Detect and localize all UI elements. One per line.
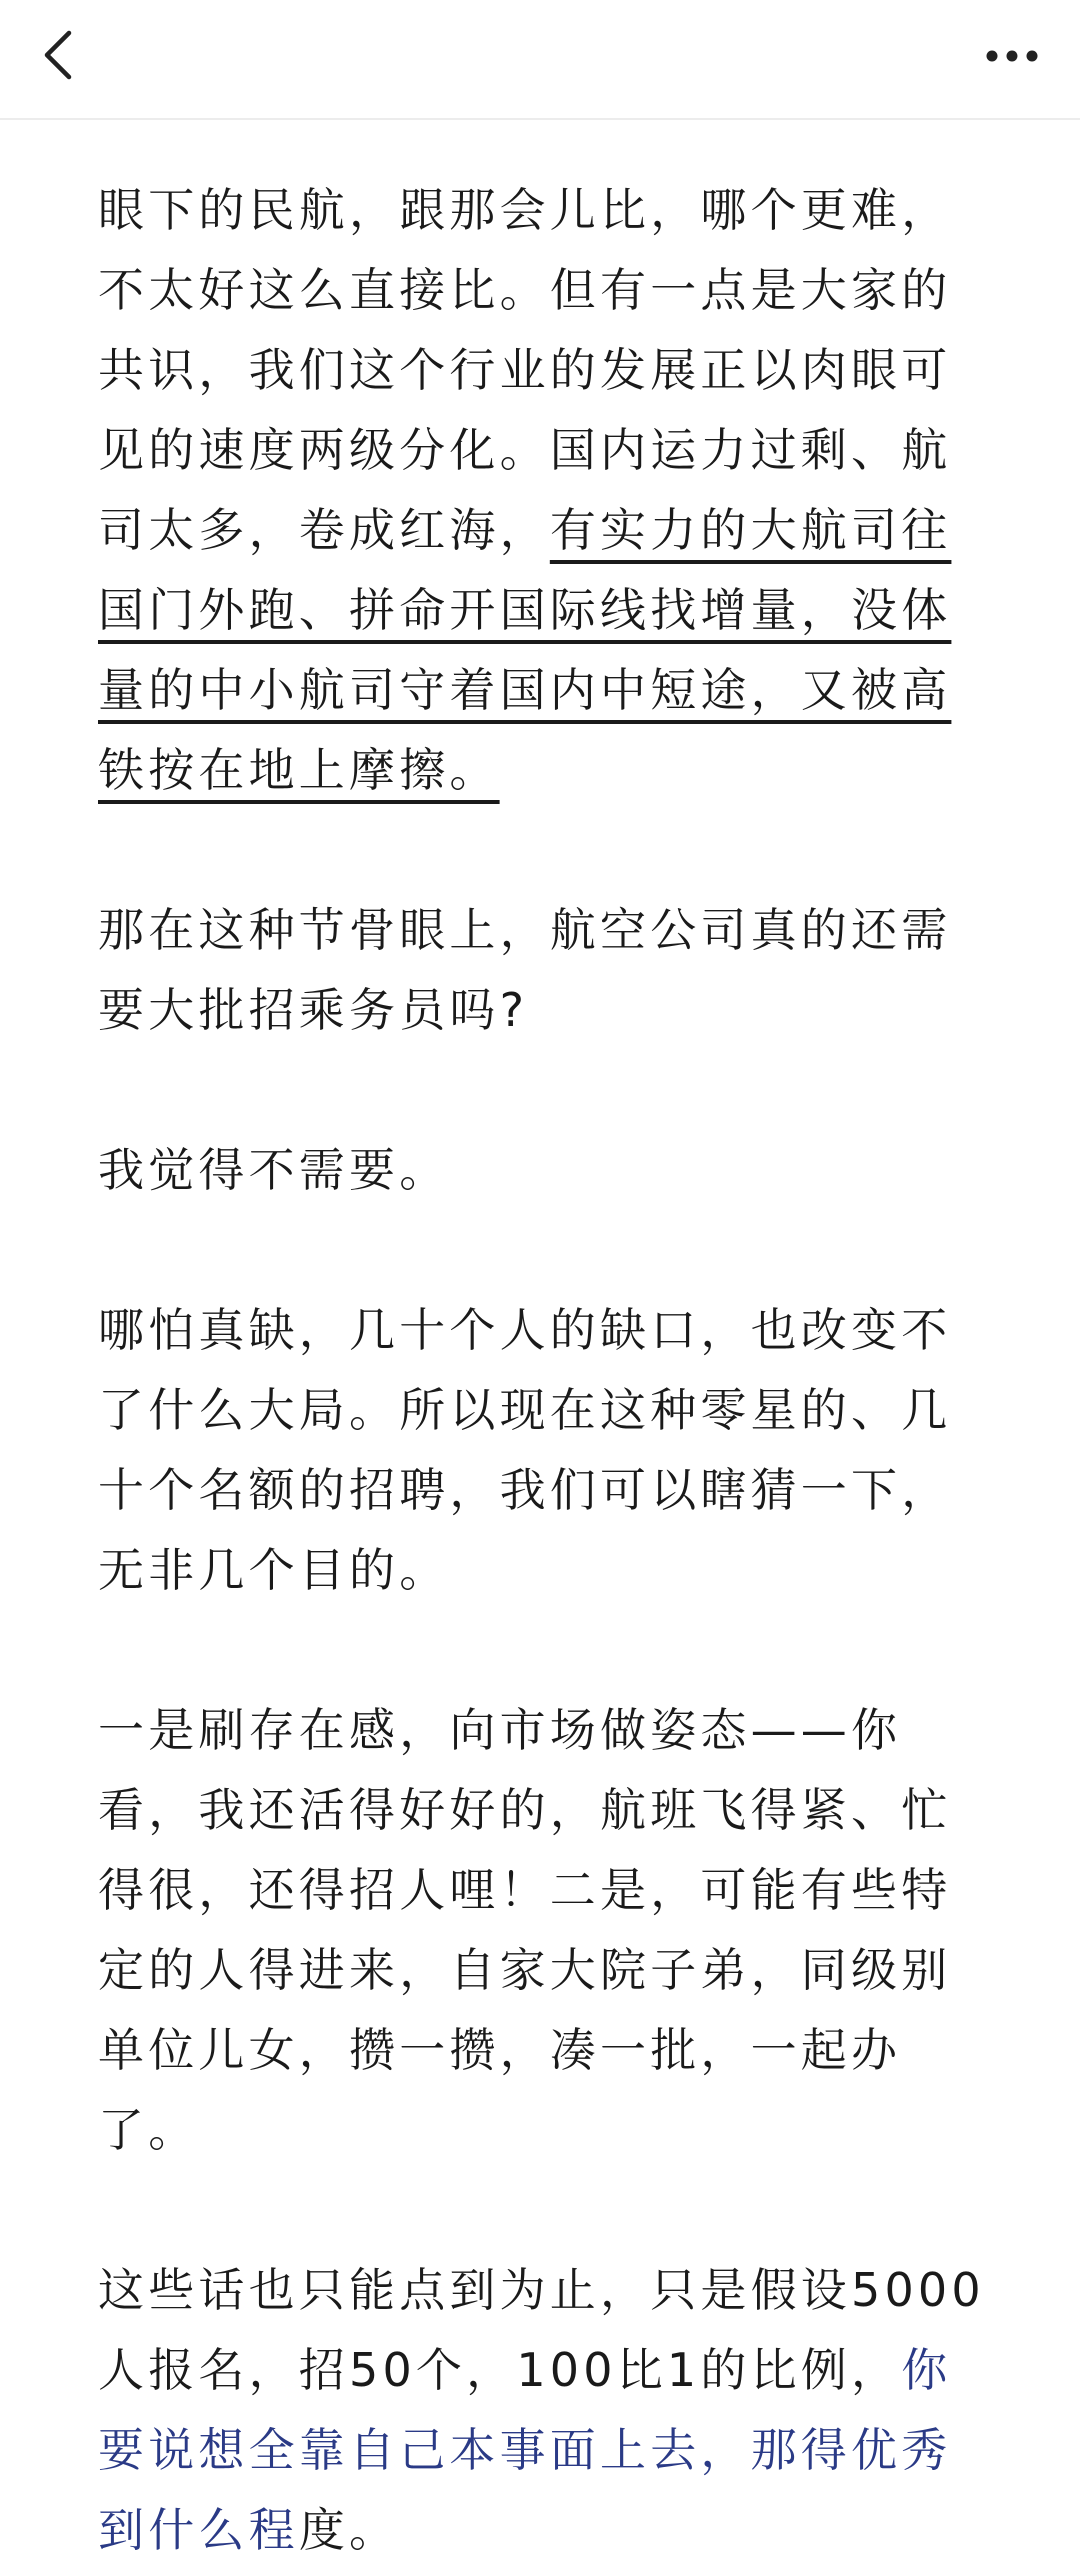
ellipsis-horizontal-icon bbox=[985, 48, 1039, 67]
paragraph-6-text: 这些话也只能点到为止，只是假设5000人报名，招50个，100比1的比例， bbox=[98, 2263, 985, 2397]
paragraph-5: 一是刷存在感，向市场做姿态——你看，我还活得好好的，航班飞得紧、忙得很，还得招人哩！二是，可能有些特定的人得进来，自家大院子弟，同级别单位儿女，攒一攒，凑一批，一起办了。 bbox=[98, 1703, 952, 2157]
chevron-left-icon bbox=[41, 29, 75, 85]
highlighted-link-text[interactable]: 你要说想全靠自己本事面上去，那得优秀到什么程 bbox=[98, 2343, 952, 2557]
paragraph-3: 我觉得不需要。 bbox=[98, 1143, 450, 1197]
more-options-button[interactable] bbox=[972, 22, 1052, 92]
paragraph-1 bbox=[98, 170, 988, 810]
paragraph-4: 哪怕真缺，几十个人的缺口，也改变不了什么大局。所以现在这种零星的、几十个名额的招聘，我们可以瞎猜一下，无非几个目的。 bbox=[98, 1303, 952, 1597]
paragraph-6-tail: 度。 bbox=[298, 2503, 400, 2557]
paragraph-1-text: 眼下的民航，跟那会儿比，哪个更难，不太好这么直接比。但有一点是大家的共识，我们这个行业的发展正以肉眼可见的速度两级分化。国内运力过剩、航司太多，卷成红海， bbox=[98, 183, 952, 557]
top-navigation-bar bbox=[0, 0, 1080, 120]
paragraph-2: 那在这种节骨眼上，航空公司真的还需要大批招乘务员吗? bbox=[98, 903, 952, 1037]
back-button[interactable] bbox=[28, 22, 88, 92]
article-body bbox=[98, 170, 988, 2570]
underlined-highlight: 有实力的大航司往国门外跑、拼命开国际线找增量，没体量的中小航司守着国内中短途，又被高铁按在地上摩擦。 bbox=[98, 503, 952, 797]
paragraph-6 bbox=[98, 2250, 988, 2570]
